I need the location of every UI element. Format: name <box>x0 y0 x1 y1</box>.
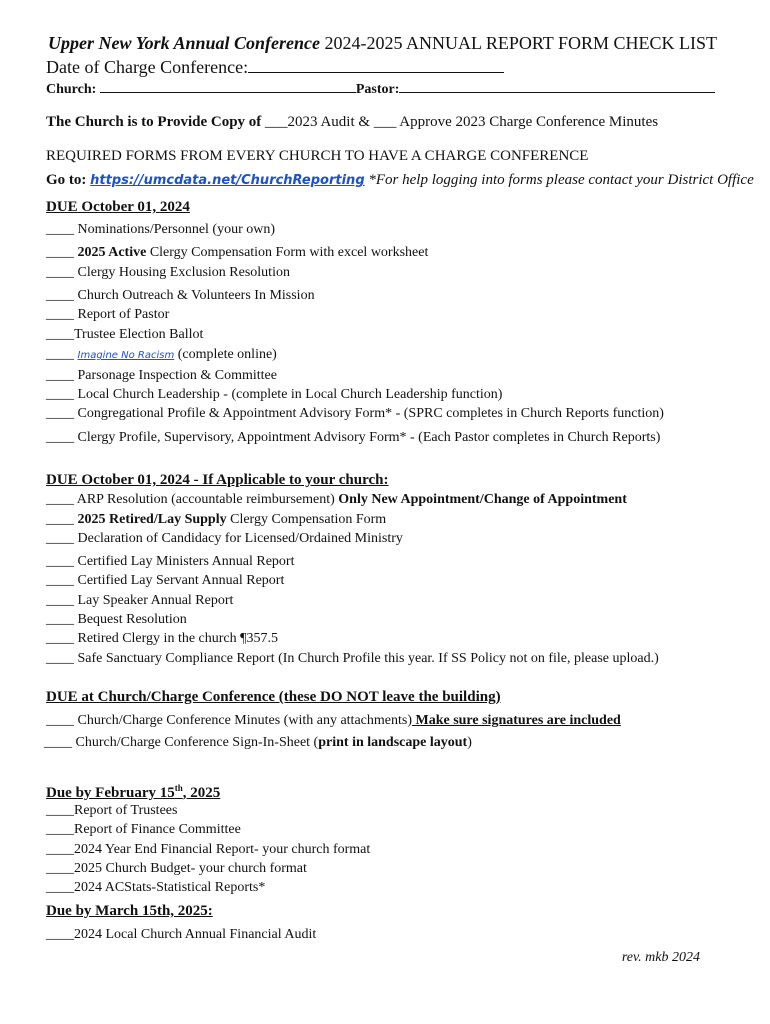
check-blank[interactable]: ____ <box>46 492 74 507</box>
list-item <box>46 713 621 729</box>
church-reporting-link[interactable]: https://umcdata.net/ChurchReporting <box>90 173 365 188</box>
item-bold: 2025 Active <box>74 245 147 260</box>
pastor-field[interactable] <box>399 80 715 93</box>
list-item <box>46 593 233 609</box>
date-of-charge-conference <box>46 57 504 78</box>
list-item <box>46 531 403 547</box>
item-text: Local Church Leadership - (complete in Local Church Leadership function) <box>74 387 503 402</box>
item-text: Church/Charge Conference Minutes (with any attachments) <box>74 713 412 728</box>
check-blank[interactable]: ____ <box>46 222 74 237</box>
item-text: 2024 Local Church Annual Financial Audit <box>74 927 317 942</box>
item-text-end: ) <box>467 735 472 750</box>
list-item <box>46 927 316 943</box>
check-blank[interactable]: ____ <box>46 430 74 445</box>
list-item <box>46 430 660 446</box>
list-item <box>46 492 627 508</box>
item-bold: print in landscape layout <box>318 735 468 750</box>
list-item <box>46 612 187 628</box>
item-text: Congregational Profile & Appointment Advisory Form* - (SPRC completes in Church Reports function) <box>74 406 664 421</box>
item-text: Report of Pastor <box>74 307 170 322</box>
list-item <box>44 735 472 751</box>
check-blank[interactable]: ____ <box>46 927 74 942</box>
item-text: Report of Trustees <box>74 803 178 818</box>
provide-copy-line <box>46 114 658 131</box>
goto-label: Go to: <box>46 172 91 188</box>
check-blank[interactable]: ____ <box>46 265 74 280</box>
check-blank[interactable]: ____ <box>46 307 74 322</box>
item-text: 2024 Year End Financial Report- your church format <box>74 842 371 857</box>
help-note: *For help logging into forms please contact your District Office <box>364 172 754 188</box>
item-text: Report of Finance Committee <box>74 822 241 837</box>
item-text: Clergy Housing Exclusion Resolution <box>74 265 290 280</box>
check-blank[interactable]: ____ <box>46 593 74 608</box>
list-item <box>46 307 169 323</box>
check-blank[interactable]: ____ <box>46 713 74 728</box>
heading-post: , 2025 <box>182 785 221 801</box>
check-blank[interactable]: ____ <box>46 512 74 527</box>
list-item <box>46 880 265 896</box>
item-text: Certified Lay Servant Annual Report <box>74 573 285 588</box>
section-due-feb-heading <box>46 783 220 802</box>
check-blank[interactable]: ____ <box>46 531 74 546</box>
list-item <box>46 631 278 647</box>
item-text: Declaration of Candidacy for Licensed/Ordained Ministry <box>74 531 403 546</box>
item-text: Clergy Compensation Form with excel worksheet <box>146 245 429 260</box>
item-text: Parsonage Inspection & Committee <box>74 368 277 383</box>
list-item <box>46 861 307 877</box>
item-bold: 2025 Retired/Lay Supply <box>74 512 227 527</box>
item-bold: Only New Appointment/Change of Appointment <box>338 492 627 507</box>
check-blank[interactable]: ____ <box>46 554 74 569</box>
item-text: Certified Lay Ministers Annual Report <box>74 554 295 569</box>
audit-text: 2023 Audit & <box>287 114 374 130</box>
list-item <box>46 222 275 238</box>
list-item <box>46 368 277 384</box>
minutes-text: Approve 2023 Charge Conference Minutes <box>396 114 659 130</box>
item-text: Church Outreach & Volunteers In Mission <box>74 288 315 303</box>
title-checklist: 2024-2025 ANNUAL REPORT FORM CHECK LIST <box>320 33 717 53</box>
check-blank[interactable]: ____ <box>46 327 74 342</box>
item-text: Trustee Election Ballot <box>74 327 204 342</box>
date-label: Date of Charge Conference: <box>46 57 249 77</box>
list-item <box>46 387 502 403</box>
item-text: (complete online) <box>174 347 277 362</box>
list-item <box>46 573 284 589</box>
list-item <box>46 327 203 343</box>
item-text: Clergy Compensation Form <box>226 512 387 527</box>
check-blank[interactable]: ____ <box>46 368 74 383</box>
item-text: Safe Sanctuary Compliance Report (In Church Profile this year. If SS Policy not on file, please upload.) <box>74 651 659 666</box>
list-item <box>46 554 294 570</box>
audit-blank[interactable]: ___ <box>265 114 288 130</box>
church-field[interactable] <box>100 80 356 93</box>
list-item <box>46 651 659 667</box>
date-field[interactable] <box>248 58 504 73</box>
list-item <box>46 803 177 819</box>
minutes-blank[interactable]: ___ <box>373 114 397 130</box>
church-pastor-line <box>46 80 715 98</box>
item-text: Retired Clergy in the church ¶357.5 <box>74 631 278 646</box>
item-text: Church/Charge Conference Sign-In-Sheet ( <box>72 735 319 750</box>
list-item <box>46 288 315 304</box>
heading-pre: Due by February 15 <box>46 785 175 801</box>
title-conference: Upper New York Annual Conference <box>48 33 321 53</box>
item-text: 2024 ACStats-Statistical Reports* <box>74 880 266 895</box>
check-blank[interactable]: ____ <box>46 842 74 857</box>
check-blank[interactable]: ____ <box>46 288 74 303</box>
pastor-label: Pastor: <box>355 82 400 97</box>
check-blank[interactable]: ____ <box>46 651 74 666</box>
check-blank[interactable]: ____ <box>46 245 74 260</box>
list-item <box>46 245 428 261</box>
section-due-march-heading: Due by March 15th, 2025: <box>46 903 213 919</box>
check-blank[interactable]: ____ <box>46 880 74 895</box>
item-text: Clergy Profile, Supervisory, Appointment Advisory Form* - (Each Pastor completes in Church Reports) <box>74 430 661 445</box>
required-forms-heading: REQUIRED FORMS FROM EVERY CHURCH TO HAVE A CHARGE CONFERENCE <box>46 148 589 164</box>
check-blank[interactable]: ____ <box>44 735 72 750</box>
list-item <box>46 822 241 838</box>
page-title <box>48 33 717 54</box>
list-item <box>46 347 277 363</box>
check-blank[interactable]: ____ <box>46 631 74 646</box>
check-blank[interactable]: ____ <box>46 573 74 588</box>
check-blank[interactable]: ____ <box>46 406 74 421</box>
list-item <box>46 842 370 858</box>
section-if-applicable-heading: DUE October 01, 2024 - If Applicable to your church: <box>46 472 389 488</box>
goto-line <box>46 172 754 189</box>
check-blank[interactable]: ____ <box>46 387 74 402</box>
item-text: Nominations/Personnel (your own) <box>74 222 276 237</box>
check-blank[interactable]: ____ <box>46 612 74 627</box>
item-text: Lay Speaker Annual Report <box>74 593 234 608</box>
imagine-no-racism-link[interactable]: Imagine No Racism <box>77 350 175 361</box>
section-at-conference-heading: DUE at Church/Charge Conference (these DO NOT leave the building) <box>46 689 501 705</box>
heading-sup: th <box>174 783 183 793</box>
item-text: Bequest Resolution <box>74 612 187 627</box>
revision-note: rev. mkb 2024 <box>621 950 700 965</box>
item-text: 2025 Church Budget- your church format <box>74 861 307 876</box>
list-item <box>46 265 290 281</box>
item-text: ARP Resolution (accountable reimbursement) <box>74 492 339 507</box>
check-blank[interactable]: ____ <box>46 822 74 837</box>
list-item <box>46 512 386 528</box>
provide-label: The Church is to Provide Copy of <box>46 114 262 130</box>
list-item <box>46 406 664 422</box>
item-bold-underline: Make sure signatures are included <box>411 713 621 728</box>
check-blank[interactable]: ____ <box>46 861 74 876</box>
check-blank[interactable]: ____ <box>46 803 74 818</box>
church-label: Church: <box>46 82 97 97</box>
section-due-oct-heading: DUE October 01, 2024 <box>46 199 190 215</box>
check-blank[interactable]: ____ <box>46 347 74 362</box>
